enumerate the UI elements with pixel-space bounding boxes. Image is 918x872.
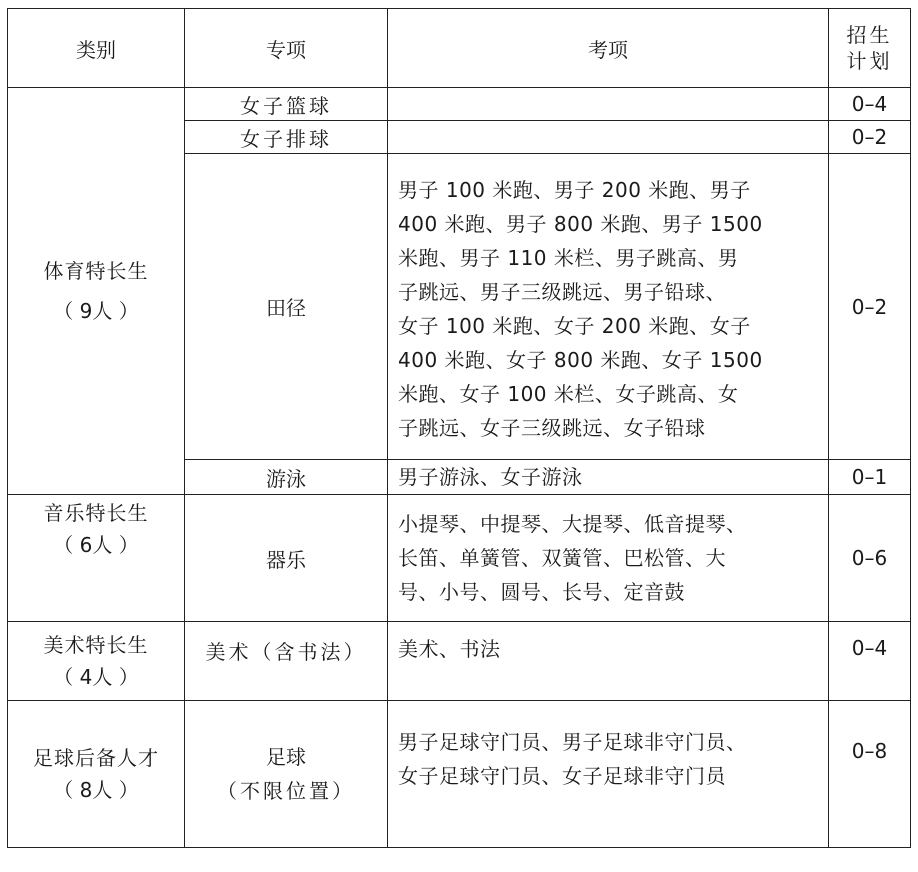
exam-line: 400 米跑、男子 800 米跑、男子 1500	[398, 211, 763, 236]
exam-cell	[388, 701, 829, 848]
header-plan-line1: 招生	[846, 23, 893, 47]
header-category: 类别	[8, 9, 185, 88]
category-count: （ 6人 ）	[53, 533, 139, 557]
header-exam-items: 考项	[388, 9, 829, 88]
cropped-caption-strip	[0, 0, 918, 8]
specialty-cell: 女子篮球	[185, 88, 388, 121]
table-row	[8, 701, 911, 848]
quota-cell: 0–4	[829, 622, 911, 701]
exam-line: 子跳远、男子三级跳远、男子铅球、	[398, 279, 726, 304]
header-plan-line2: 计划	[846, 49, 893, 73]
exam-cell: 美术、书法	[388, 622, 829, 701]
quota-cell: 0–1	[829, 460, 911, 495]
category-cell-sports	[8, 88, 185, 495]
specialty-cell: 游泳	[185, 460, 388, 495]
exam-line: 400 米跑、女子 800 米跑、女子 1500	[398, 347, 763, 372]
exam-line: 米跑、女子 100 米栏、女子跳高、女	[398, 381, 739, 406]
exam-line: 男子足球守门员、男子足球非守门员、	[398, 730, 747, 754]
exam-cell	[388, 88, 829, 121]
exam-line: 米跑、男子 110 米栏、男子跳高、男	[398, 245, 739, 270]
exam-line: 女子 100 米跑、女子 200 米跑、女子	[398, 313, 751, 338]
exam-line: 男子 100 米跑、男子 200 米跑、男子	[398, 177, 751, 202]
category-count: （ 8人 ）	[53, 778, 139, 802]
header-specialty: 专项	[185, 9, 388, 88]
category-name: 美术特长生	[43, 633, 149, 657]
admissions-table	[7, 8, 911, 848]
exam-line: 女子足球守门员、女子足球非守门员	[398, 764, 726, 788]
specialty-line: （不限位置）	[217, 779, 355, 803]
exam-cell	[388, 154, 829, 460]
table-row	[8, 495, 911, 622]
quota-cell: 0–8	[829, 701, 911, 848]
quota-cell: 0–6	[829, 495, 911, 622]
exam-cell	[388, 495, 829, 622]
exam-cell	[388, 121, 829, 154]
specialty-cell: 田径	[185, 154, 388, 460]
table-row	[8, 88, 911, 121]
specialty-cell	[185, 701, 388, 848]
exam-cell: 男子游泳、女子游泳	[388, 460, 829, 495]
quota-cell: 0–2	[829, 121, 911, 154]
category-count: （ 9人 ）	[53, 299, 139, 323]
specialty-cell: 美术（含书法）	[185, 622, 388, 701]
specialty-line: 足球	[266, 745, 306, 769]
specialty-cell: 女子排球	[185, 121, 388, 154]
category-count: （ 4人 ）	[53, 665, 139, 689]
header-plan	[829, 9, 911, 88]
category-name: 体育特长生	[43, 259, 149, 283]
exam-line: 号、小号、圆号、长号、定音鼓	[398, 580, 685, 604]
category-cell-music	[8, 495, 185, 622]
category-cell-football	[8, 701, 185, 848]
specialty-cell: 器乐	[185, 495, 388, 622]
category-cell-art	[8, 622, 185, 701]
exam-line: 长笛、单簧管、双簧管、巴松管、大	[398, 546, 726, 570]
quota-cell: 0–2	[829, 154, 911, 460]
exam-line: 子跳远、女子三级跳远、女子铅球	[398, 415, 706, 440]
category-name: 足球后备人才	[33, 746, 159, 770]
table-row	[8, 622, 911, 701]
header-row	[8, 9, 911, 88]
exam-line: 小提琴、中提琴、大提琴、低音提琴、	[398, 512, 747, 536]
quota-cell: 0–4	[829, 88, 911, 121]
category-name: 音乐特长生	[43, 501, 149, 525]
